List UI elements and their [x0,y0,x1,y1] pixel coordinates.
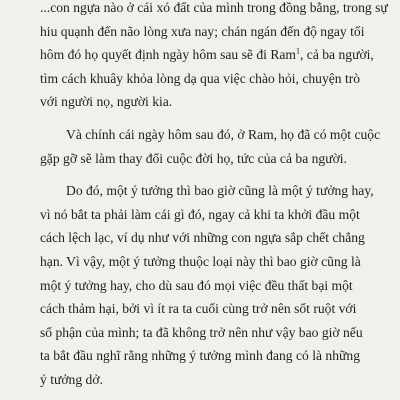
text-line: Và chính cái ngày hôm sau đó, ở Ram, họ đã có một cuộc [66,126,381,142]
paragraph-3 [40,179,388,391]
text-line: với người nọ, người kia. [40,94,173,110]
text-line: ...con ngựa nào ở cái xó đất của mình trong đồng bằng, trong sự [40,0,388,15]
text-line: một ý tưởng hay, cho dù sau đó mọi việc đều thất bại một [40,277,353,293]
text-line: cách lệch lạc, ví dụ như với những con ngựa sắp chết chẳng [40,230,365,246]
text-line: gặp gỡ sẽ làm thay đổi cuộc đời họ, tức của cả ba người. [40,150,347,166]
text-line: hạn. Vì vậy, một ý tưởng thuộc loại này thì bao giờ cũng là [40,253,361,269]
text-line: vì nó bắt ta phải làm cái gì đó, ngay cả khi ta khởi đầu một [40,206,360,222]
text-line: tìm cách khuây khỏa lòng dạ qua việc chào hỏi, chuyện trò [40,70,361,86]
text-line: số phận của mình; ta đã không trở nên như vậy bao giờ nếu [40,324,363,340]
text-line: cách thảm hại, bởi vì ít ra ta cuối cùng trở nên sốt ruột với [40,301,357,317]
text-line-part: , cả ba người, [300,47,374,63]
text-line: ý tưởng dở. [40,371,103,387]
paragraph-1 [40,0,388,114]
text-line: ta bắt đầu nghĩ rằng những ý tưởng mình đang có là những [40,348,360,364]
text-line [40,43,388,67]
footnote-marker[interactable]: 1 [296,46,300,56]
text-line: hiu quạnh đến não lòng xưa nay; chán ngán đến độ ngay tối [40,23,365,39]
book-page [40,0,388,392]
paragraph-2 [40,123,388,170]
text-line: Do đó, một ý tưởng thì bao giờ cũng là một ý tưởng hay, [66,183,374,199]
text-line-part: hôm đó họ quyết định ngày hôm sau sẽ đi Ram [40,47,296,63]
